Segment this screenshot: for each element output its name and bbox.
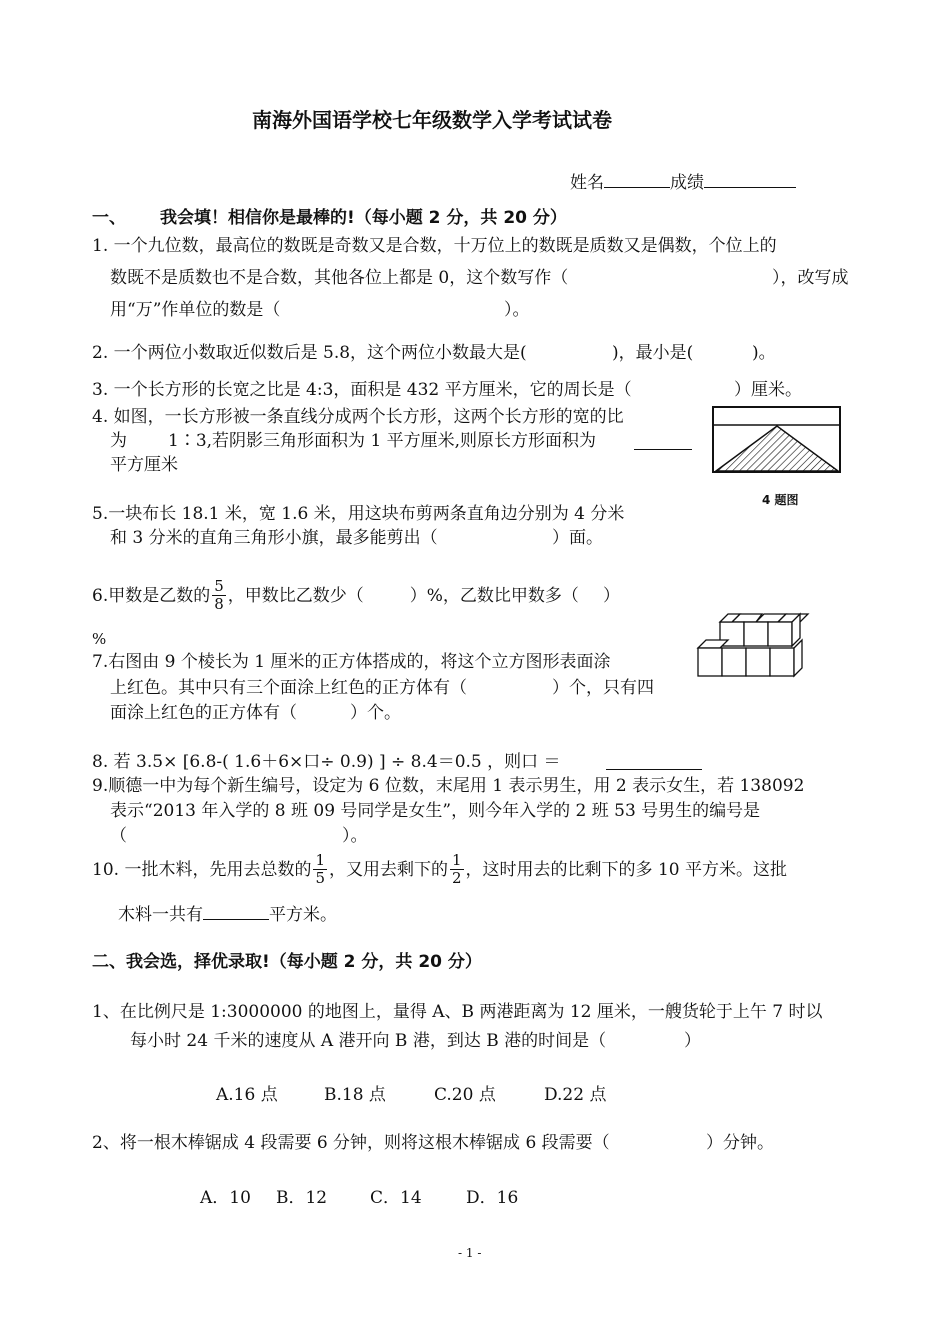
section1-heading: 我会填！相信你是最棒的!（每小题 2 分，共 20 分） — [160, 208, 567, 228]
q1-line3b: ）。 — [504, 300, 530, 320]
q8-answer-blank[interactable] — [606, 769, 702, 770]
q4-line2a: 为 — [110, 431, 127, 451]
name-blank[interactable] — [604, 169, 670, 188]
q10-fraction-1-denominator: 5 — [315, 869, 325, 887]
q1-line2b: ），改写成 — [772, 268, 849, 288]
s2-q1-option-b[interactable]: B.18 点 — [324, 1085, 386, 1105]
name-label: 姓名 — [570, 173, 604, 193]
q10-fraction-2-denominator: 2 — [452, 869, 462, 887]
q6-part-a: 6.甲数是乙数的 — [92, 585, 211, 606]
q1-line3a: 用“万”作单位的数是（ — [110, 300, 281, 320]
q10-line2 — [118, 901, 337, 927]
q1-line2a: 数既不是质数也不是合数，其他各位上都是 0，这个数写作（ — [110, 268, 569, 288]
q6-fraction-denominator: 8 — [214, 595, 224, 613]
q7-line2a: 上红色。其中只有三个面涂上红色的正方体有（ — [110, 678, 467, 698]
q10-fraction-2-numerator: 1 — [452, 851, 462, 869]
q7-line3a: 面涂上红色的正方体有（ — [110, 703, 297, 723]
q10-part-b: ，又用去剩下的 — [329, 859, 448, 880]
q8-text: 8. 若 3.5× [6.8-( 1.6＋6×口÷ 0.9) ] ÷ 8.4＝0.5 ，则口 ＝ — [92, 752, 561, 772]
s2-q2-option-c[interactable]: C．14 — [370, 1188, 422, 1208]
q4-figure-caption: 4 题图 — [762, 493, 799, 507]
section1-number: 一、 — [92, 208, 126, 228]
s2-q2-option-b[interactable]: B．12 — [276, 1188, 328, 1208]
q10-line1 — [92, 852, 787, 887]
s2-q1-line1: 1、在比例尺是 1:3000000 的地图上，量得 A、B 两港距离为 12 厘米，一艘货轮于上午 7 时以 — [92, 1002, 823, 1022]
q10-fraction-1 — [313, 852, 327, 887]
q5-line1: 5.一块布长 18.1 米，宽 1.6 米，用这块布剪两条直角边分别为 4 分米 — [92, 504, 625, 524]
score-label: 成绩 — [670, 173, 704, 193]
q3-part-a: 3. 一个长方形的长宽之比是 4:3，面积是 432 平方厘米，它的周长是（ — [92, 380, 632, 400]
q7-cube-figure — [698, 604, 810, 680]
q4-answer-blank[interactable] — [634, 449, 692, 450]
page-title: 南海外国语学校七年级数学入学考试试卷 — [252, 108, 612, 132]
q6-part-d: ） — [602, 585, 620, 606]
q10-fraction-2 — [450, 852, 464, 887]
q4-line3: 平方厘米 — [110, 455, 178, 475]
q6-part-b: ，甲数比乙数少（ — [227, 585, 364, 606]
q4-figure — [712, 406, 842, 474]
name-score-line — [570, 169, 796, 195]
q5-line2b: ）面。 — [552, 528, 603, 548]
q4-line2b: 1∶3,若阴影三角形面积为 1 平方厘米,则原长方形面积为 — [168, 431, 597, 451]
s2-q2-option-a[interactable]: A．10 — [200, 1188, 251, 1208]
q4-line1: 4. 如图，一长方形被一条直线分成两个长方形，这两个长方形的宽的比 — [92, 407, 624, 427]
s2-q2-option-d[interactable]: D．16 — [466, 1188, 519, 1208]
q9-line3a: （ — [110, 826, 127, 846]
page-number: - 1 - — [458, 1246, 482, 1260]
q6-line1 — [92, 578, 620, 613]
q10-part-a: 10. 一批木料，先用去总数的 — [92, 859, 312, 880]
q7-line2b: ）个，只有四 — [552, 678, 654, 698]
s2-q1-option-a[interactable]: A.16 点 — [216, 1085, 278, 1105]
q2-part-b: )，最小是( — [612, 343, 694, 363]
q9-line1: 9.顺德一中为每个新生编号，设定为 6 位数，末尾用 1 表示男生，用 2 表示女生，若 138092 — [92, 776, 805, 796]
s2-q2-part-a: 2、将一根木棒锯成 4 段需要 6 分钟，则将这根木棒锯成 6 段需要（ — [92, 1133, 610, 1153]
s2-q2-part-b: ）分钟。 — [706, 1133, 774, 1153]
section2-heading: 二、我会选，择优录取!（每小题 2 分，共 20 分） — [92, 952, 482, 972]
q6-part-c: ）%，乙数比甲数多（ — [409, 585, 579, 606]
s2-q1-line2: 每小时 24 千米的速度从 A 港开向 B 港，到达 B 港的时间是（ — [130, 1031, 607, 1051]
q2-part-c: )。 — [752, 343, 776, 363]
q1-line1: 1. 一个九位数，最高位的数既是奇数又是合数，十万位上的数既是质数又是偶数，个位上的 — [92, 236, 777, 256]
q6-line2: % — [92, 630, 107, 648]
q10-part-c: ，这时用去的比剩下的多 10 平方米。这批 — [465, 859, 787, 880]
q7-line3b: ）个。 — [350, 703, 401, 723]
s2-q1-line2-end: ） — [684, 1031, 701, 1051]
s2-q1-option-d[interactable]: D.22 点 — [544, 1085, 607, 1105]
q9-line3b: ）。 — [342, 826, 368, 846]
q9-line2: 表示“2013 年入学的 8 班 09 号同学是女生”，则今年入学的 2 班 53 号男生的编号是 — [110, 801, 761, 821]
q7-line1: 7.右图由 9 个棱长为 1 厘米的正方体搭成的，将这个立方图形表面涂 — [92, 652, 611, 672]
score-blank[interactable] — [704, 169, 796, 188]
q10-line2a: 木料一共有 — [118, 905, 203, 925]
q10-line2b: 平方米。 — [269, 905, 337, 925]
q10-answer-blank[interactable] — [203, 901, 269, 920]
q2-part-a: 2. 一个两位小数取近似数后是 5.8，这个两位小数最大是( — [92, 343, 527, 363]
q10-fraction-1-numerator: 1 — [315, 851, 325, 869]
q3-part-b: ）厘米。 — [734, 380, 802, 400]
q6-fraction-numerator: 5 — [214, 577, 224, 595]
q5-line2a: 和 3 分米的直角三角形小旗，最多能剪出（ — [110, 528, 438, 548]
q6-fraction — [212, 578, 226, 613]
s2-q1-option-c[interactable]: C.20 点 — [434, 1085, 496, 1105]
